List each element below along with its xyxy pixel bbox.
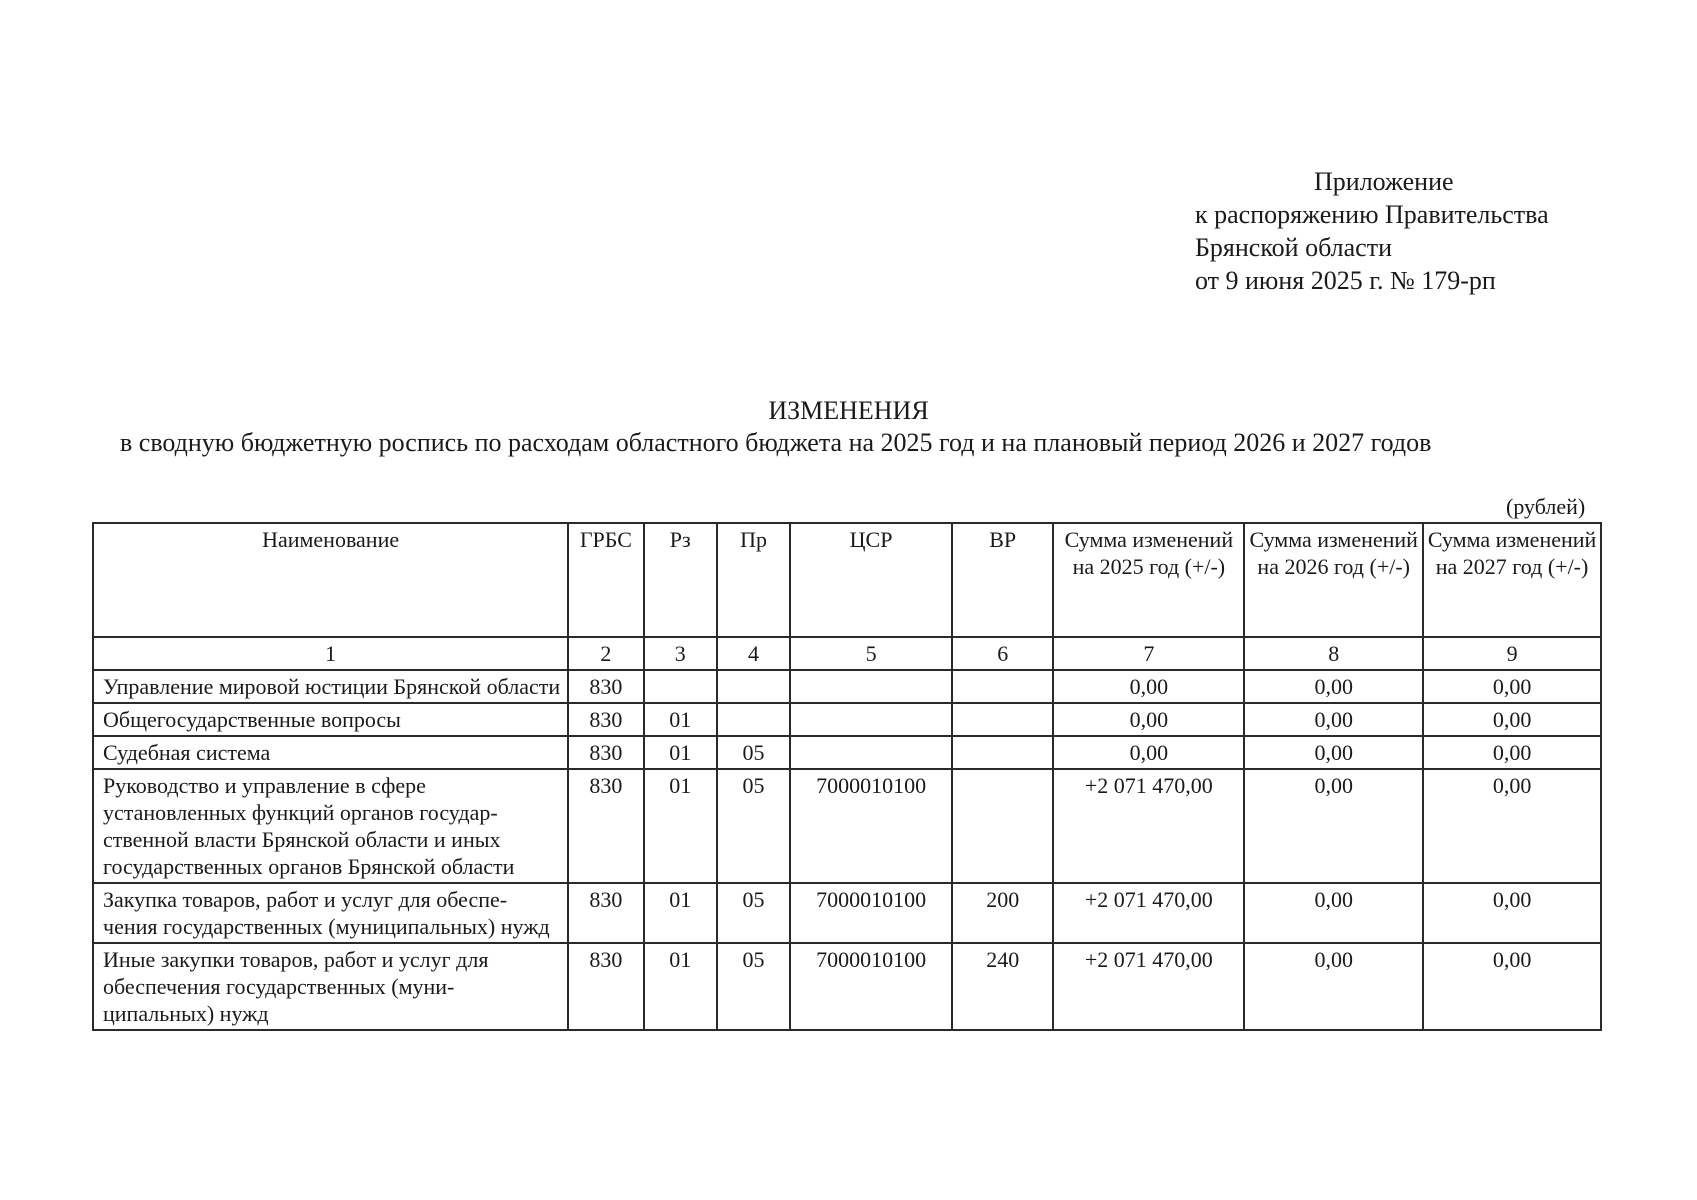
row-sum-2025: 0,00 — [1053, 736, 1244, 769]
row-csr: 7000010100 — [790, 769, 952, 883]
row-grbs: 830 — [568, 943, 643, 1030]
budget-changes-table — [92, 522, 1602, 1031]
row-grbs: 830 — [568, 769, 643, 883]
header-row — [93, 523, 1601, 637]
column-number: 5 — [790, 637, 952, 670]
document-title: ИЗМЕНЕНИЯ — [768, 396, 929, 425]
appendix-block — [1195, 165, 1549, 297]
row-sum-2025: 0,00 — [1053, 670, 1244, 703]
row-rz: 01 — [644, 943, 717, 1030]
column-number: 4 — [717, 637, 790, 670]
row-name: Иные закупки товаров, работ и услуг для обеспечения государственных (муни-ципальных) нужд — [93, 943, 568, 1030]
header-vr: ВР — [952, 523, 1053, 637]
column-number-row — [93, 637, 1601, 670]
row-sum-2027: 0,00 — [1423, 670, 1601, 703]
row-csr: 7000010100 — [790, 943, 952, 1030]
row-sum-2027: 0,00 — [1423, 703, 1601, 736]
row-sum-2027: 0,00 — [1423, 943, 1601, 1030]
row-vr — [952, 769, 1053, 883]
row-sum-2025: +2 071 470,00 — [1053, 883, 1244, 943]
row-grbs: 830 — [568, 703, 643, 736]
column-number: 7 — [1053, 637, 1244, 670]
row-vr: 200 — [952, 883, 1053, 943]
header-sum-2025: Сумма изменений на 2025 год (+/-) — [1053, 523, 1244, 637]
row-sum-2027: 0,00 — [1423, 769, 1601, 883]
row-sum-2025: +2 071 470,00 — [1053, 769, 1244, 883]
row-csr — [790, 736, 952, 769]
row-csr — [790, 703, 952, 736]
row-name: Общегосударственные вопросы — [93, 703, 568, 736]
document-subtitle: в сводную бюджетную роспись по расходам областного бюджета на 2025 год и на плановый период 2026 и 2027 годов — [120, 428, 1432, 457]
table-row — [93, 883, 1601, 943]
row-pr — [717, 670, 790, 703]
row-pr: 05 — [717, 769, 790, 883]
row-rz — [644, 670, 717, 703]
row-csr: 7000010100 — [790, 883, 952, 943]
appendix-line-2: к распоряжению Правительства — [1195, 200, 1549, 229]
appendix-line-4: от 9 июня 2025 г. № 179-рп — [1195, 266, 1496, 295]
column-number: 9 — [1423, 637, 1601, 670]
row-sum-2025: +2 071 470,00 — [1053, 943, 1244, 1030]
row-name: Управление мировой юстиции Брянской области — [93, 670, 568, 703]
row-sum-2027: 0,00 — [1423, 883, 1601, 943]
header-grbs: ГРБС — [568, 523, 643, 637]
appendix-line-1: Приложение — [1314, 167, 1454, 196]
table-row — [93, 670, 1601, 703]
header-sum-2026: Сумма изменений на 2026 год (+/-) — [1244, 523, 1423, 637]
row-vr — [952, 736, 1053, 769]
row-sum-2026: 0,00 — [1244, 883, 1423, 943]
row-sum-2026: 0,00 — [1244, 670, 1423, 703]
column-number: 3 — [644, 637, 717, 670]
row-sum-2026: 0,00 — [1244, 736, 1423, 769]
row-name: Руководство и управление в сфере установленных функций органов государ-ственной власти Брянской области и иных государственных органов Брянской области — [93, 769, 568, 883]
row-csr — [790, 670, 952, 703]
units-label: (рублей) — [1506, 494, 1586, 519]
table-row — [93, 703, 1601, 736]
row-sum-2026: 0,00 — [1244, 769, 1423, 883]
row-sum-2026: 0,00 — [1244, 943, 1423, 1030]
header-rz: Рз — [644, 523, 717, 637]
header-pr: Пр — [717, 523, 790, 637]
row-grbs: 830 — [568, 736, 643, 769]
row-sum-2025: 0,00 — [1053, 703, 1244, 736]
row-name: Закупка товаров, работ и услуг для обеспе-чения государственных (муниципальных) нужд — [93, 883, 568, 943]
row-vr: 240 — [952, 943, 1053, 1030]
row-rz: 01 — [644, 736, 717, 769]
row-sum-2027: 0,00 — [1423, 736, 1601, 769]
row-grbs: 830 — [568, 670, 643, 703]
table-row — [93, 769, 1601, 883]
column-number: 8 — [1244, 637, 1423, 670]
appendix-line-3: Брянской области — [1195, 233, 1392, 262]
header-csr: ЦСР — [790, 523, 952, 637]
row-name: Судебная система — [93, 736, 568, 769]
header-name: Наименование — [93, 523, 568, 637]
row-grbs: 830 — [568, 883, 643, 943]
column-number: 2 — [568, 637, 643, 670]
row-rz: 01 — [644, 703, 717, 736]
row-rz: 01 — [644, 769, 717, 883]
column-number: 1 — [93, 637, 568, 670]
header-sum-2027: Сумма изменений на 2027 год (+/-) — [1423, 523, 1601, 637]
row-pr — [717, 703, 790, 736]
table-row — [93, 943, 1601, 1030]
row-vr — [952, 670, 1053, 703]
row-pr: 05 — [717, 736, 790, 769]
row-vr — [952, 703, 1053, 736]
table-row — [93, 736, 1601, 769]
row-sum-2026: 0,00 — [1244, 703, 1423, 736]
row-pr: 05 — [717, 883, 790, 943]
column-number: 6 — [952, 637, 1053, 670]
row-pr: 05 — [717, 943, 790, 1030]
row-rz: 01 — [644, 883, 717, 943]
